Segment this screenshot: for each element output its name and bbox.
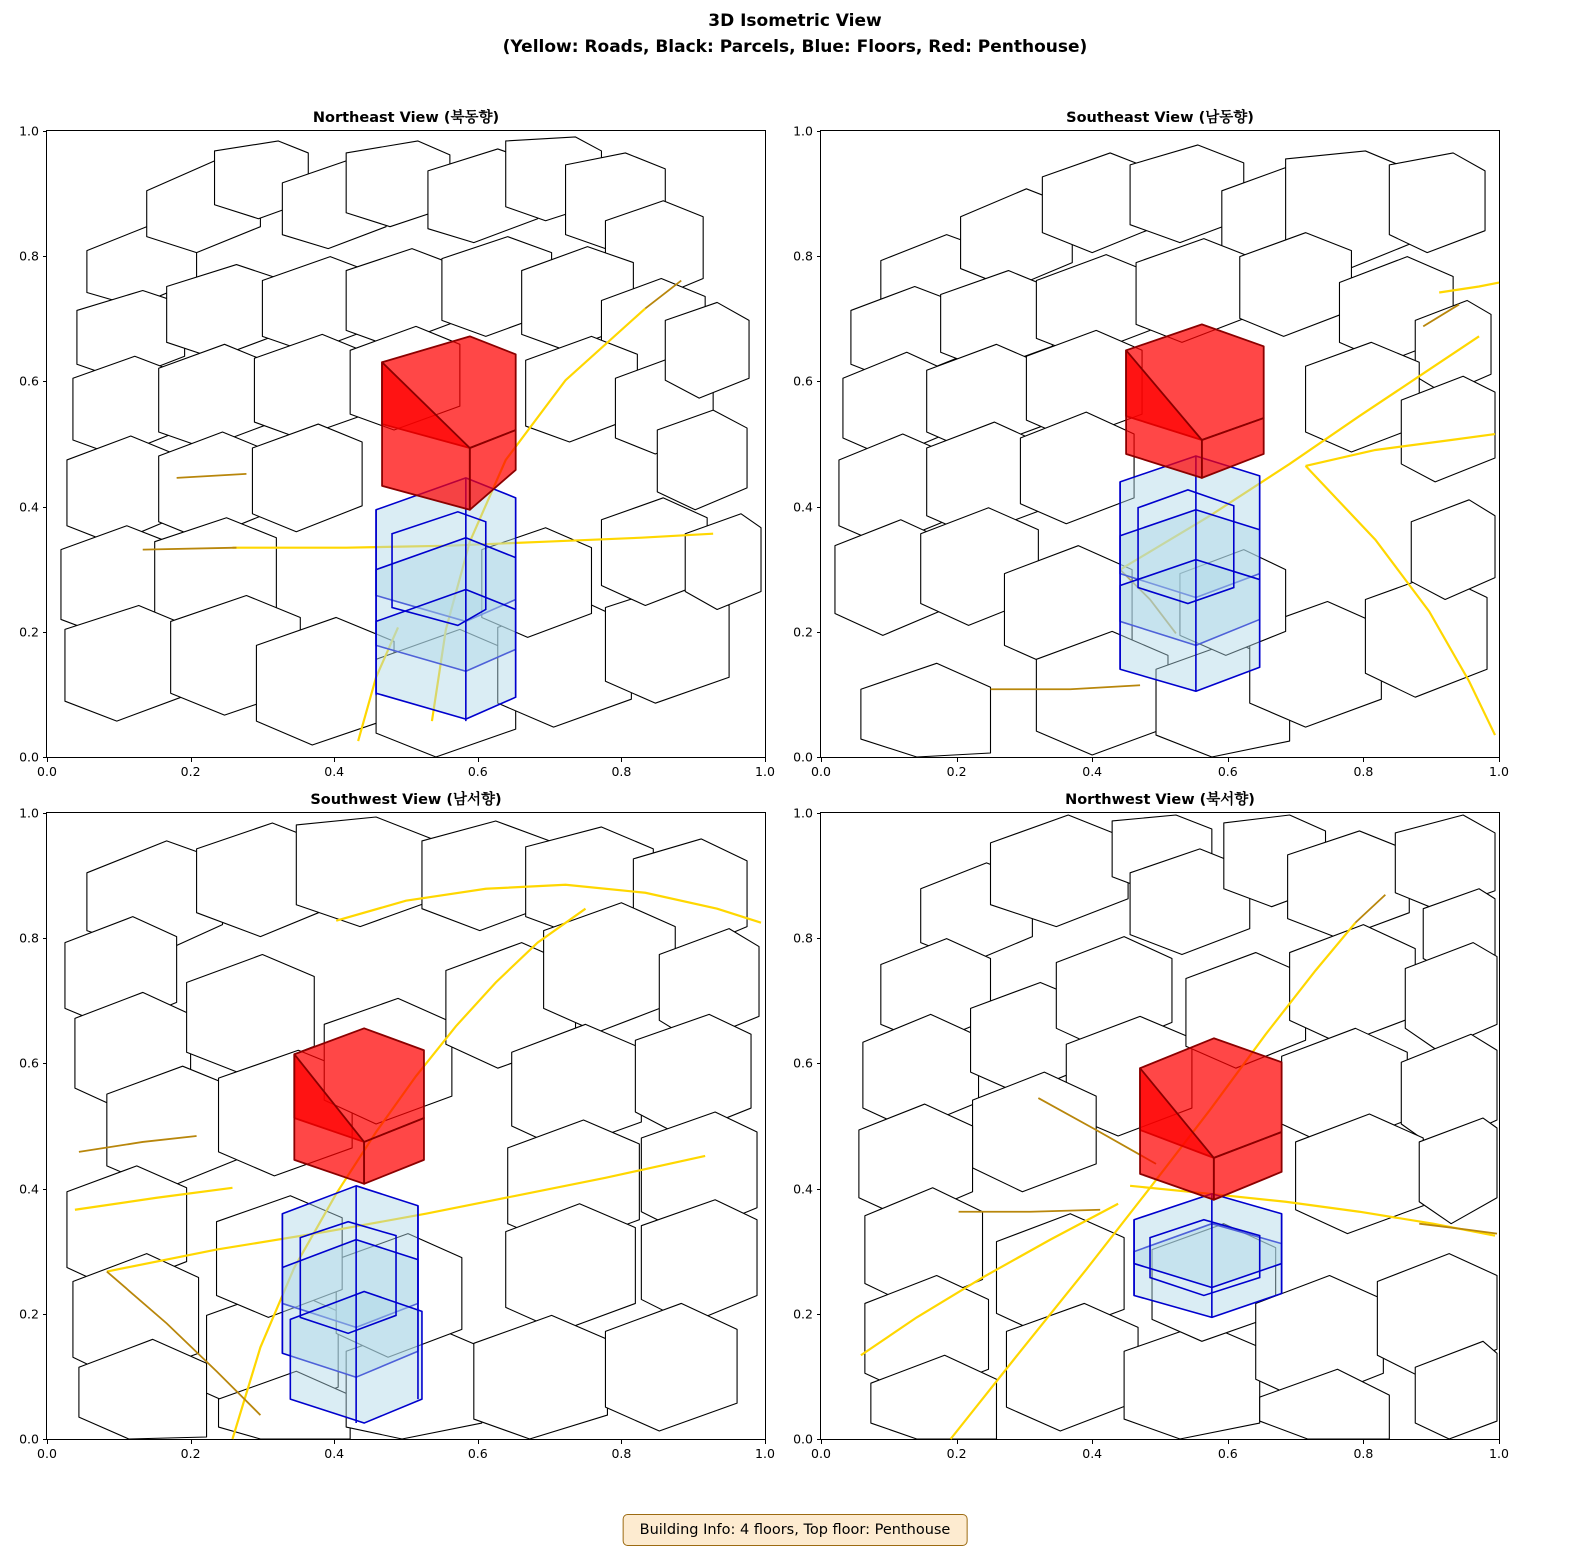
- panel-title-northwest: Northwest View (북서향): [1065, 792, 1255, 808]
- xtick-northwest-2: 0.4: [1082, 1446, 1103, 1461]
- xtick-southeast-1: 0.2: [946, 764, 967, 779]
- xtick-northeast-2: 0.4: [324, 764, 345, 779]
- ytick-southwest-5: 1.0: [19, 805, 39, 821]
- xtick-northwest-0: 0.0: [811, 1446, 831, 1461]
- xtick-southwest-0: 0.0: [37, 1446, 57, 1461]
- ytick-northwest-3: 0.6: [793, 1055, 813, 1071]
- panel-title-southwest: Southwest View (남서향): [310, 792, 502, 808]
- ytick-southeast-2: 0.4: [793, 499, 813, 515]
- ytick-northeast-5: 1.0: [19, 123, 39, 139]
- xtick-southeast-3: 0.6: [1217, 764, 1238, 779]
- ytick-southwest-3: 0.6: [19, 1055, 39, 1071]
- xtick-southeast-0: 0.0: [811, 764, 831, 779]
- axes-southwest: [19, 805, 775, 1461]
- xtick-northeast-0: 0.0: [37, 764, 57, 779]
- ytick-northeast-0: 0.0: [19, 749, 39, 765]
- panel-northeast: [19, 110, 775, 779]
- ytick-northeast-3: 0.6: [19, 373, 39, 389]
- panel-title-southeast: Southeast View (남동향): [1066, 110, 1254, 126]
- ytick-northeast-2: 0.4: [19, 499, 39, 515]
- xtick-southwest-1: 0.2: [180, 1446, 201, 1461]
- panel-title-northeast: Northeast View (북동향): [312, 110, 500, 126]
- xtick-northwest-5: 1.0: [1489, 1446, 1509, 1461]
- ytick-northwest-5: 1.0: [793, 805, 813, 821]
- ytick-southeast-5: 1.0: [793, 123, 813, 139]
- axes-northeast: [19, 123, 775, 779]
- scene-southwest: [47, 813, 765, 1439]
- xtick-northeast-5: 1.0: [755, 764, 775, 779]
- scene-northeast: [47, 131, 765, 757]
- xtick-northwest-4: 0.8: [1353, 1446, 1374, 1461]
- xtick-northwest-3: 0.6: [1217, 1446, 1238, 1461]
- building-info-box: Building Info: 4 floors, Top floor: Penthouse: [623, 1514, 968, 1546]
- axes-southeast: [793, 123, 1509, 779]
- ytick-southwest-2: 0.4: [19, 1181, 39, 1197]
- scene-northwest: [821, 813, 1499, 1439]
- scene-southeast: [821, 131, 1499, 757]
- ytick-southwest-4: 0.8: [19, 930, 39, 946]
- figure-suptitle: [0, 8, 1590, 61]
- ytick-northwest-0: 0.0: [793, 1431, 813, 1447]
- xtick-southwest-5: 1.0: [755, 1446, 775, 1461]
- panel-northwest: [793, 792, 1509, 1461]
- ytick-southwest-1: 0.2: [19, 1306, 39, 1322]
- ytick-northeast-4: 0.8: [19, 248, 39, 264]
- xtick-southwest-4: 0.8: [611, 1446, 632, 1461]
- ytick-southeast-0: 0.0: [793, 749, 813, 765]
- ytick-southwest-0: 0.0: [19, 1431, 39, 1447]
- ytick-northeast-1: 0.2: [19, 624, 39, 640]
- xtick-northeast-3: 0.6: [467, 764, 488, 779]
- xtick-southeast-5: 1.0: [1489, 764, 1509, 779]
- xtick-northeast-4: 0.8: [611, 764, 632, 779]
- suptitle-line-2: (Yellow: Roads, Black: Parcels, Blue: Floors, Red: Penthouse): [502, 37, 1088, 58]
- xtick-northeast-1: 0.2: [180, 764, 201, 779]
- suptitle-line-1: 3D Isometric View: [708, 11, 882, 31]
- ytick-southeast-4: 0.8: [793, 248, 813, 264]
- xtick-southeast-4: 0.8: [1353, 764, 1374, 779]
- ytick-northwest-4: 0.8: [793, 930, 813, 946]
- xtick-southeast-2: 0.4: [1082, 764, 1103, 779]
- xtick-southwest-3: 0.6: [467, 1446, 488, 1461]
- ytick-northwest-2: 0.4: [793, 1181, 813, 1197]
- ytick-southeast-3: 0.6: [793, 373, 813, 389]
- panel-southwest: [19, 792, 775, 1461]
- xtick-northwest-1: 0.2: [946, 1446, 967, 1461]
- ytick-southeast-1: 0.2: [793, 624, 813, 640]
- axes-northwest: [793, 805, 1509, 1461]
- ytick-northwest-1: 0.2: [793, 1306, 813, 1322]
- xtick-southwest-2: 0.4: [324, 1446, 345, 1461]
- panel-southeast: [793, 110, 1509, 779]
